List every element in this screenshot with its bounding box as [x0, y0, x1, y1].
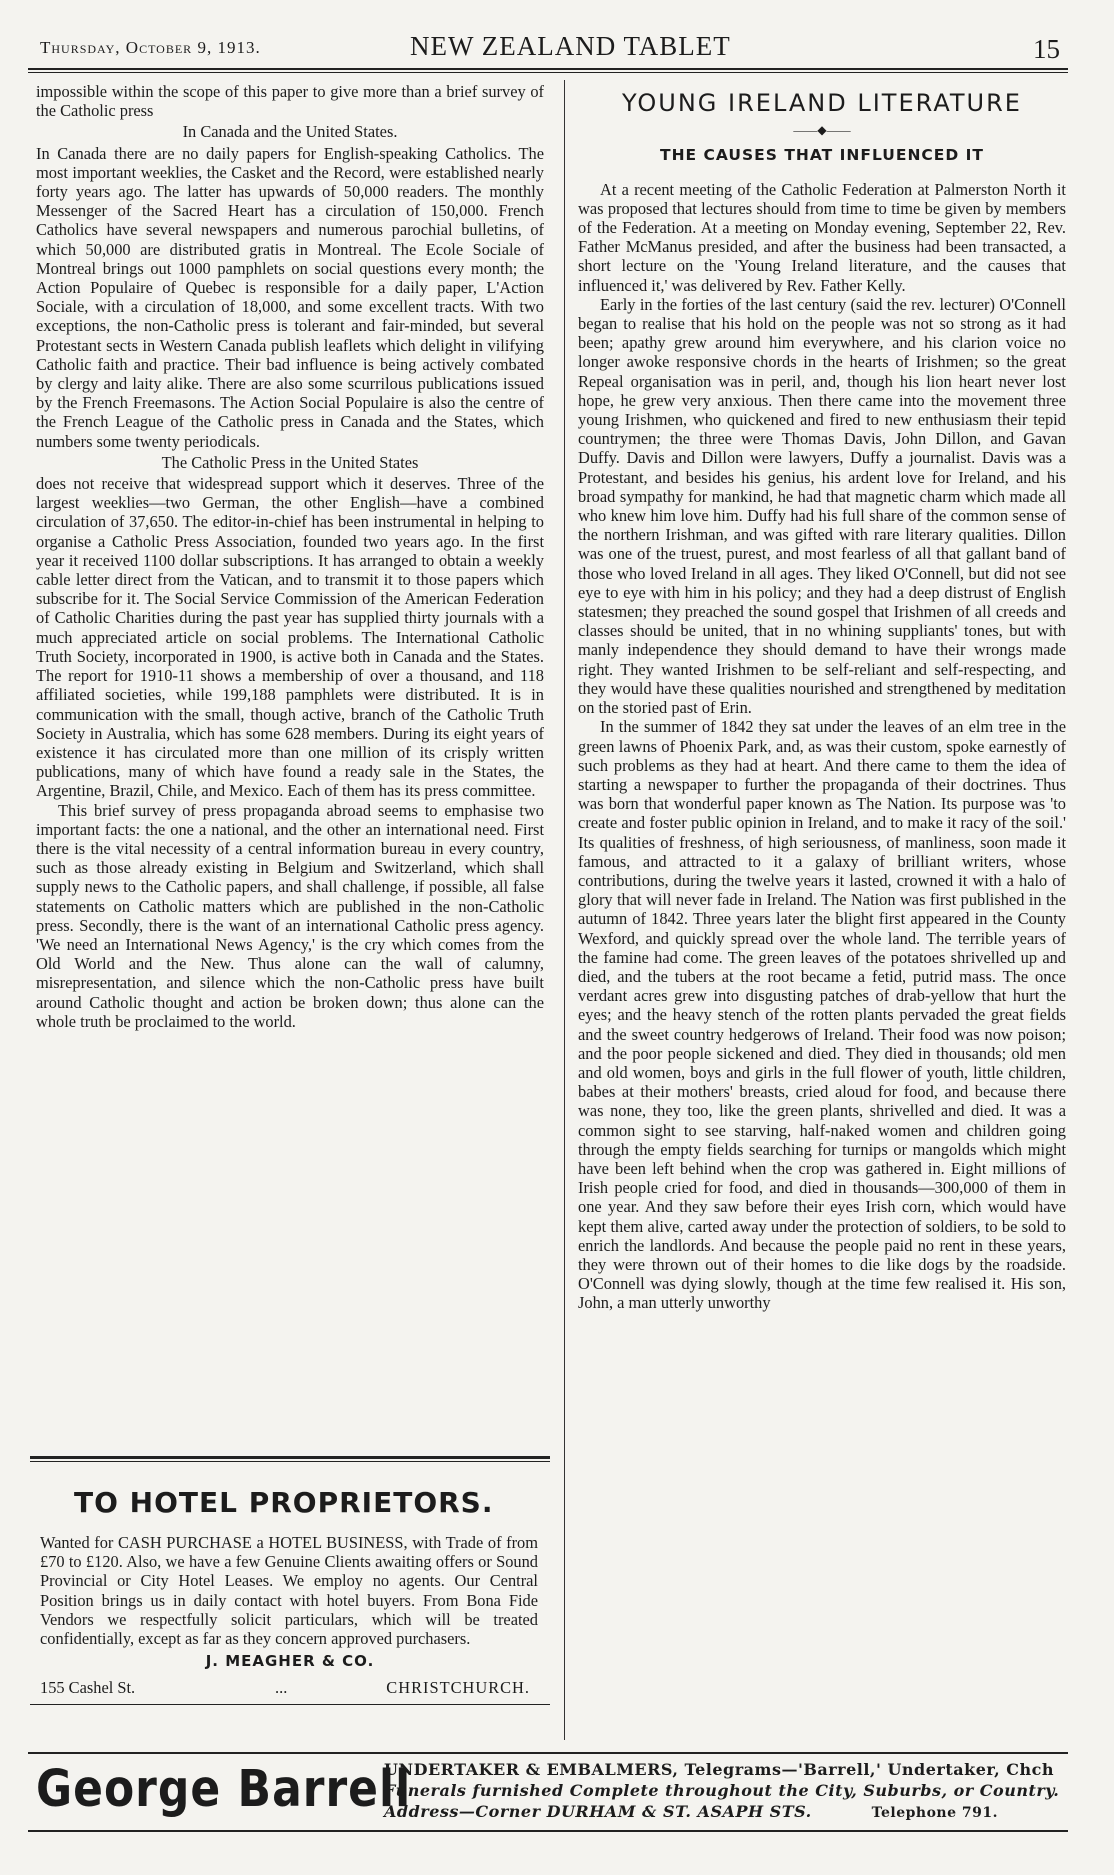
ad-signature: J. MEAGHER & CO. — [205, 1652, 375, 1671]
article-subtitle: THE CAUSES THAT INFLUENCED IT — [660, 146, 984, 165]
paragraph: At a recent meeting of the Catholic Federation at Palmerston North it was proposed that lectures should from time to time be given by members of the Federation. At a meeting on Monday evening, September 22, Rev. Father McManus presided, and after the business had been transacted, a short lecture on the 'Young Ireland literature, and the causes that influenced it,' was delivered by Rev. Father Kelly. — [578, 179, 1066, 295]
undertaker-ad — [28, 1752, 1068, 1832]
ad-address-line — [30, 1678, 550, 1700]
column-divider — [564, 80, 565, 1740]
masthead-rule — [28, 68, 1068, 70]
page-number: 15 — [1033, 34, 1060, 64]
ad-line: UNDERTAKER & EMBALMERS, Telegrams—'Barrell,' Undertaker, Chch — [384, 1760, 1055, 1779]
paragraph: impossible within the scope of this paper to give more than a brief survey of the Catholic press — [36, 82, 544, 121]
subheading: The Catholic Press in the United States — [161, 452, 419, 472]
ornament: ——◆—— — [793, 123, 851, 138]
ad-city: CHRISTCHURCH. — [386, 1678, 530, 1698]
hotel-proprietors-ad — [30, 1456, 550, 1705]
subheading: In Canada and the United States. — [182, 122, 398, 142]
newspaper-title: NEW ZEALAND TABLET — [410, 31, 731, 61]
ad-bottom-rule — [30, 1704, 550, 1705]
ad-rule — [30, 1456, 550, 1459]
ad-body: Wanted for CASH PURCHASE a HOTEL BUSINESS, with Trade of from £70 to £120. Also, we have a few Genuine Clients awaiting offers or Sound Provincial or City Hotel Leases. We employ no agents. Our Central Position brings us in daily contact with hotel buyers. From Bona Fide Vendors we respectfully solicit particulars, which will be treated confidentially, except as far as they concern approved purchasers. — [40, 1533, 538, 1649]
paragraph: does not receive that widespread support which it deserves. Three of the largest weeklies—two German, the other English—have a combined circulation of 37,650. The editor-in-chief has been instrumental in helping to organise a Catholic Press Association, founded two years ago. In the first year it received 1100 dollar subscriptions. It has arranged to obtain a weekly cable letter direct from the Vatican, and to transmit it to those papers which subscribe for it. The Social Service Commission of the American Federation of Catholic Charities during the past year has supplied thirty journals with a much appreciated article on social problems. The International Catholic Truth Society, incorporated in 1900, is active both in Canada and the States. The report for 1910-11 shows a membership of over a thousand, and 118 affiliated societies, while 199,188 pamphlets were distributed. It is in communication with the small, though active, branch of the Catholic Truth Society in Australia, which has some 628 members. During its eight years of existence it has circulated more than one million of its crisply written publications, many of which have found a ready sale in the States, the Argentine, Brazil, Chile, and Mexico. Each of them has its press committee. — [36, 474, 544, 801]
masthead-rule-thin — [28, 72, 1068, 73]
ad-title: TO HOTEL PROPRIETORS. — [74, 1486, 494, 1519]
right-column — [578, 82, 1066, 1313]
ad-line — [384, 1802, 998, 1821]
issue-date: Thursday, October 9, 1913. — [40, 38, 261, 57]
ad-dots: ... — [275, 1678, 288, 1698]
paragraph: Early in the forties of the last century (said the rev. lecturer) O'Connell began to realise that his hold on the people was not so strong as it had been; apathy grew around him everywhere, and his clarion voice no longer awoke responsive chords in the hearts of Irishmen; so the great Repeal organisation was in peril, and, though his lion heart never lost hope, he grew very anxious. Then there came into the movement three young Irishmen, who quickened and fired to new enthusiasm their tepid countrymen; the three were Thomas Davis, John Dillon, and Gavan Duffy. Davis and Dillon were lawyers, Duffy a journalist. Davis was a Protestant, and besides his genius, his ardent love for Ireland, and his broad sympathy for mankind, he had that magnetic charm which made all who knew him love him. Duffy had his full share of the common sense of the northern Irishman, and was gifted with rare literary qualities. Dillon was one of the truest, purest, and most fearless of all that gallant band of those who loved Ireland in all ages. They liked O'Connell, but did not see eye to eye with him in his policy; and they had a deep distrust of English statesmen; they preached the sound gospel that Irishmen of all creeds and classes should be united, that in no whining suppliants' tones, but with manly independence they should demand to have their wrongs made right. They wanted Irishmen to be self-reliant and self-respecting, and they would have these qualities nourished and strengthened by meditation on the storied past of Erin. — [578, 294, 1066, 718]
ad-address: 155 Cashel St. — [40, 1678, 136, 1698]
brand-name: George Barrell — [36, 1760, 412, 1819]
paragraph: This brief survey of press propaganda abroad seems to emphasise two important facts: the one a national, and the other an international need. First there is the vital necessity of a central information bureau in every country, such as those already existing in Belgium and Switzerland, which shall supply news to the Catholic papers, and shall challenge, if possible, all false statements on Catholic matters which are published in the non-Catholic press. Secondly, there is the want of an international Catholic press agency. 'We need an International News Agency,' is the cry which comes from the Old World and the New. Thus alone can the wall of calumny, misrepresentation, and silence which the non-Catholic press have built around Catholic thought and action be broken down; thus alone can the whole truth be proclaimed to the world. — [36, 800, 544, 1031]
article-title: YOUNG IRELAND LITERATURE — [622, 89, 1022, 117]
ad-rule-thin — [30, 1461, 550, 1462]
paragraph: In Canada there are no daily papers for English-speaking Catholics. The most important weeklies, the Casket and the Record, were established nearly forty years ago. The latter has upwards of 50,000 readers. The monthly Messenger of the Sacred Heart has a circulation of 150,000. French Catholics have several newspapers and numerous parochial bulletins, of which 50,000 are distributed gratis in Montreal. The Ecole Sociale of Montreal brings out 1000 pamphlets on social questions every month; the Action Populaire of Quebec is responsible for a daily paper, L'Action Sociale, with a circulation of 18,000, and some excellent tracts. With two exceptions, the non-Catholic press is tolerant and fair-minded, but several Protestant sects in Western Canada publish leaflets which delight in vilifying Catholic faith and practice. Their bad influence is being actively combated by clergy and laity alike. There are also some scurrilous publications issued by the French Freemasons. The Action Social Populaire is also the centre of the French League of the Catholic press in Canada and the States, which numbers some twenty periodicals. — [36, 143, 544, 451]
masthead — [20, 28, 1070, 68]
left-column — [36, 82, 544, 1031]
ad-line: Funerals furnished Complete throughout the City, Suburbs, or Country. — [384, 1781, 1060, 1800]
paragraph: In the summer of 1842 they sat under the leaves of an elm tree in the green lawns of Phoenix Park, and, as was their custom, spoke earnestly of such problems as they had at heart. And there came to them the idea of starting a newspaper to further the propaganda of their doctrines. Thus was born that wonderful paper known as The Nation. Its purpose was 'to create and foster public opinion in Ireland, and to make it racy of the soil.' Its qualities of freshness, of high seriousness, of manliness, soon made it famous, and attracted to it a galaxy of brilliant writers, whose contributions, during the twelve years it lasted, crowned it with a halo of glory that will never fade in Ireland. The Nation was first published in the autumn of 1842. Three years later the blight first appeared in the County Wexford, and quickly spread over the whole land. The terrible years of the famine had come. The green leaves of the potatoes shrivelled up and died, and the tubers at the root became a fetid, putrid mass. The once verdant acres grew into disgusting patches of drab-yellow that hurt the eyes; and the heavy stench of the rotten plants pervaded the great fields and the sweet country hedgerows of Ireland. Their food was now poison; and the poor people sickened and died. They died in thousands; old men and old women, boys and girls in the full flower of youth, little children, babes at their mothers' breasts, cried aloud for food, and because there was none, they too, like the green plants, shrivelled and died. It was a common sight to see starving, half-naked women and children going through the empty fields searching for turnips or mangolds which might have been left behind when the crop was gathered in. Eight millions of Irish people cried for food, and died in thousands—300,000 of them in one year. And they saw before their eyes Irish corn, which would have kept them alive, carted away under the protection of soldiers, to be sold to enrich the landlords. And because the people paid no rent in these years, they were thrown out of their homes to die like dogs by the roadside. O'Connell was dying slowly, though at the time few realised it. His son, John, a man utterly unworthy — [578, 717, 1066, 1313]
ad-address: Address—Corner DURHAM & ST. ASAPH STS. — [384, 1802, 812, 1821]
ad-telephone: Telephone 791. — [871, 1805, 998, 1821]
